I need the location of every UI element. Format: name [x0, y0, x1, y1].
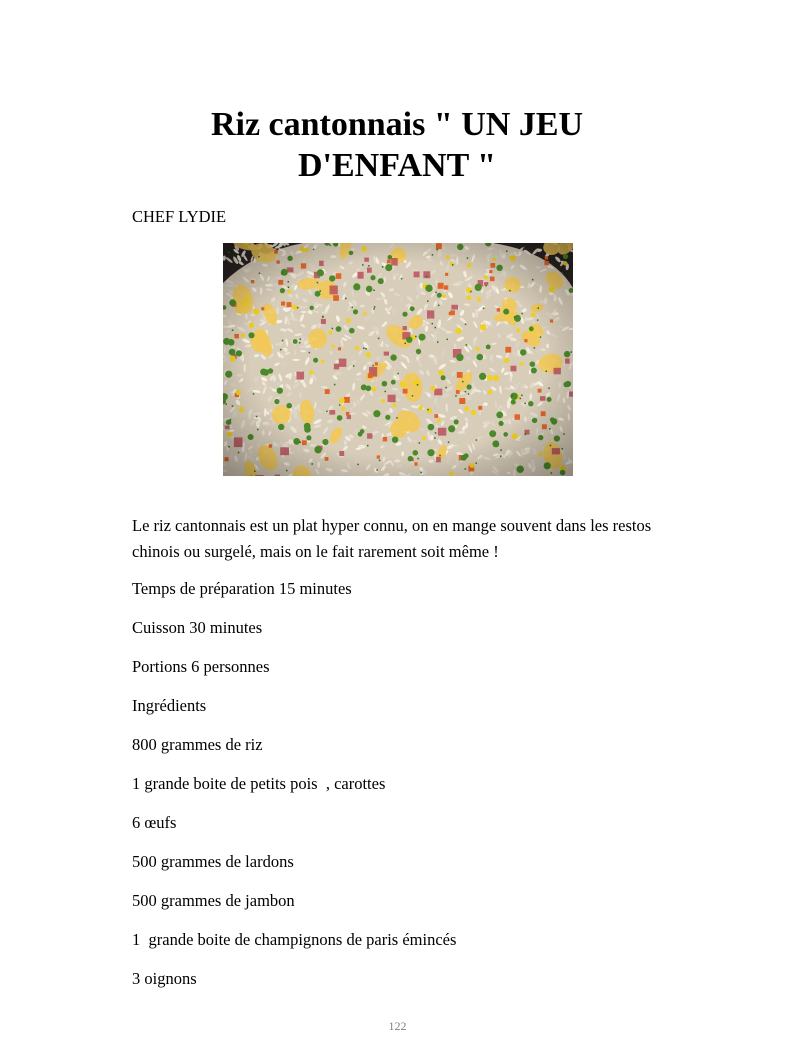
prep-time: Temps de préparation 15 minutes — [132, 579, 352, 598]
ingredients-heading: Ingrédients — [132, 696, 207, 715]
servings: Portions 6 personnes — [132, 657, 270, 676]
fried-rice-image — [223, 243, 573, 476]
ingredient-item: 1 grande boite de petits pois , carottes — [132, 774, 386, 793]
recipe-intro: Le riz cantonnais est un plat hyper connu, on en mange souvent dans les restos chinois ou surgelé, mais on le fait rarement soit même ! — [132, 516, 652, 561]
ingredient-item: 1 grande boite de champignons de paris émincés — [132, 930, 457, 949]
ingredient-item: 6 œufs — [132, 813, 177, 832]
ingredient-item: 500 grammes de jambon — [132, 891, 295, 910]
recipe-photo — [223, 243, 573, 476]
ingredient-item: 3 oignons — [132, 969, 197, 988]
ingredient-item: 500 grammes de lardons — [132, 852, 294, 871]
cook-time: Cuisson 30 minutes — [132, 618, 263, 637]
recipe-title: Riz cantonnais " UN JEU D'ENFANT " — [210, 106, 584, 184]
recipe-author: CHEF LYDIE — [132, 207, 227, 226]
page-number: 122 — [388, 1019, 407, 1033]
ingredient-item: 800 grammes de riz — [132, 735, 263, 754]
recipe-details — [132, 578, 456, 1007]
